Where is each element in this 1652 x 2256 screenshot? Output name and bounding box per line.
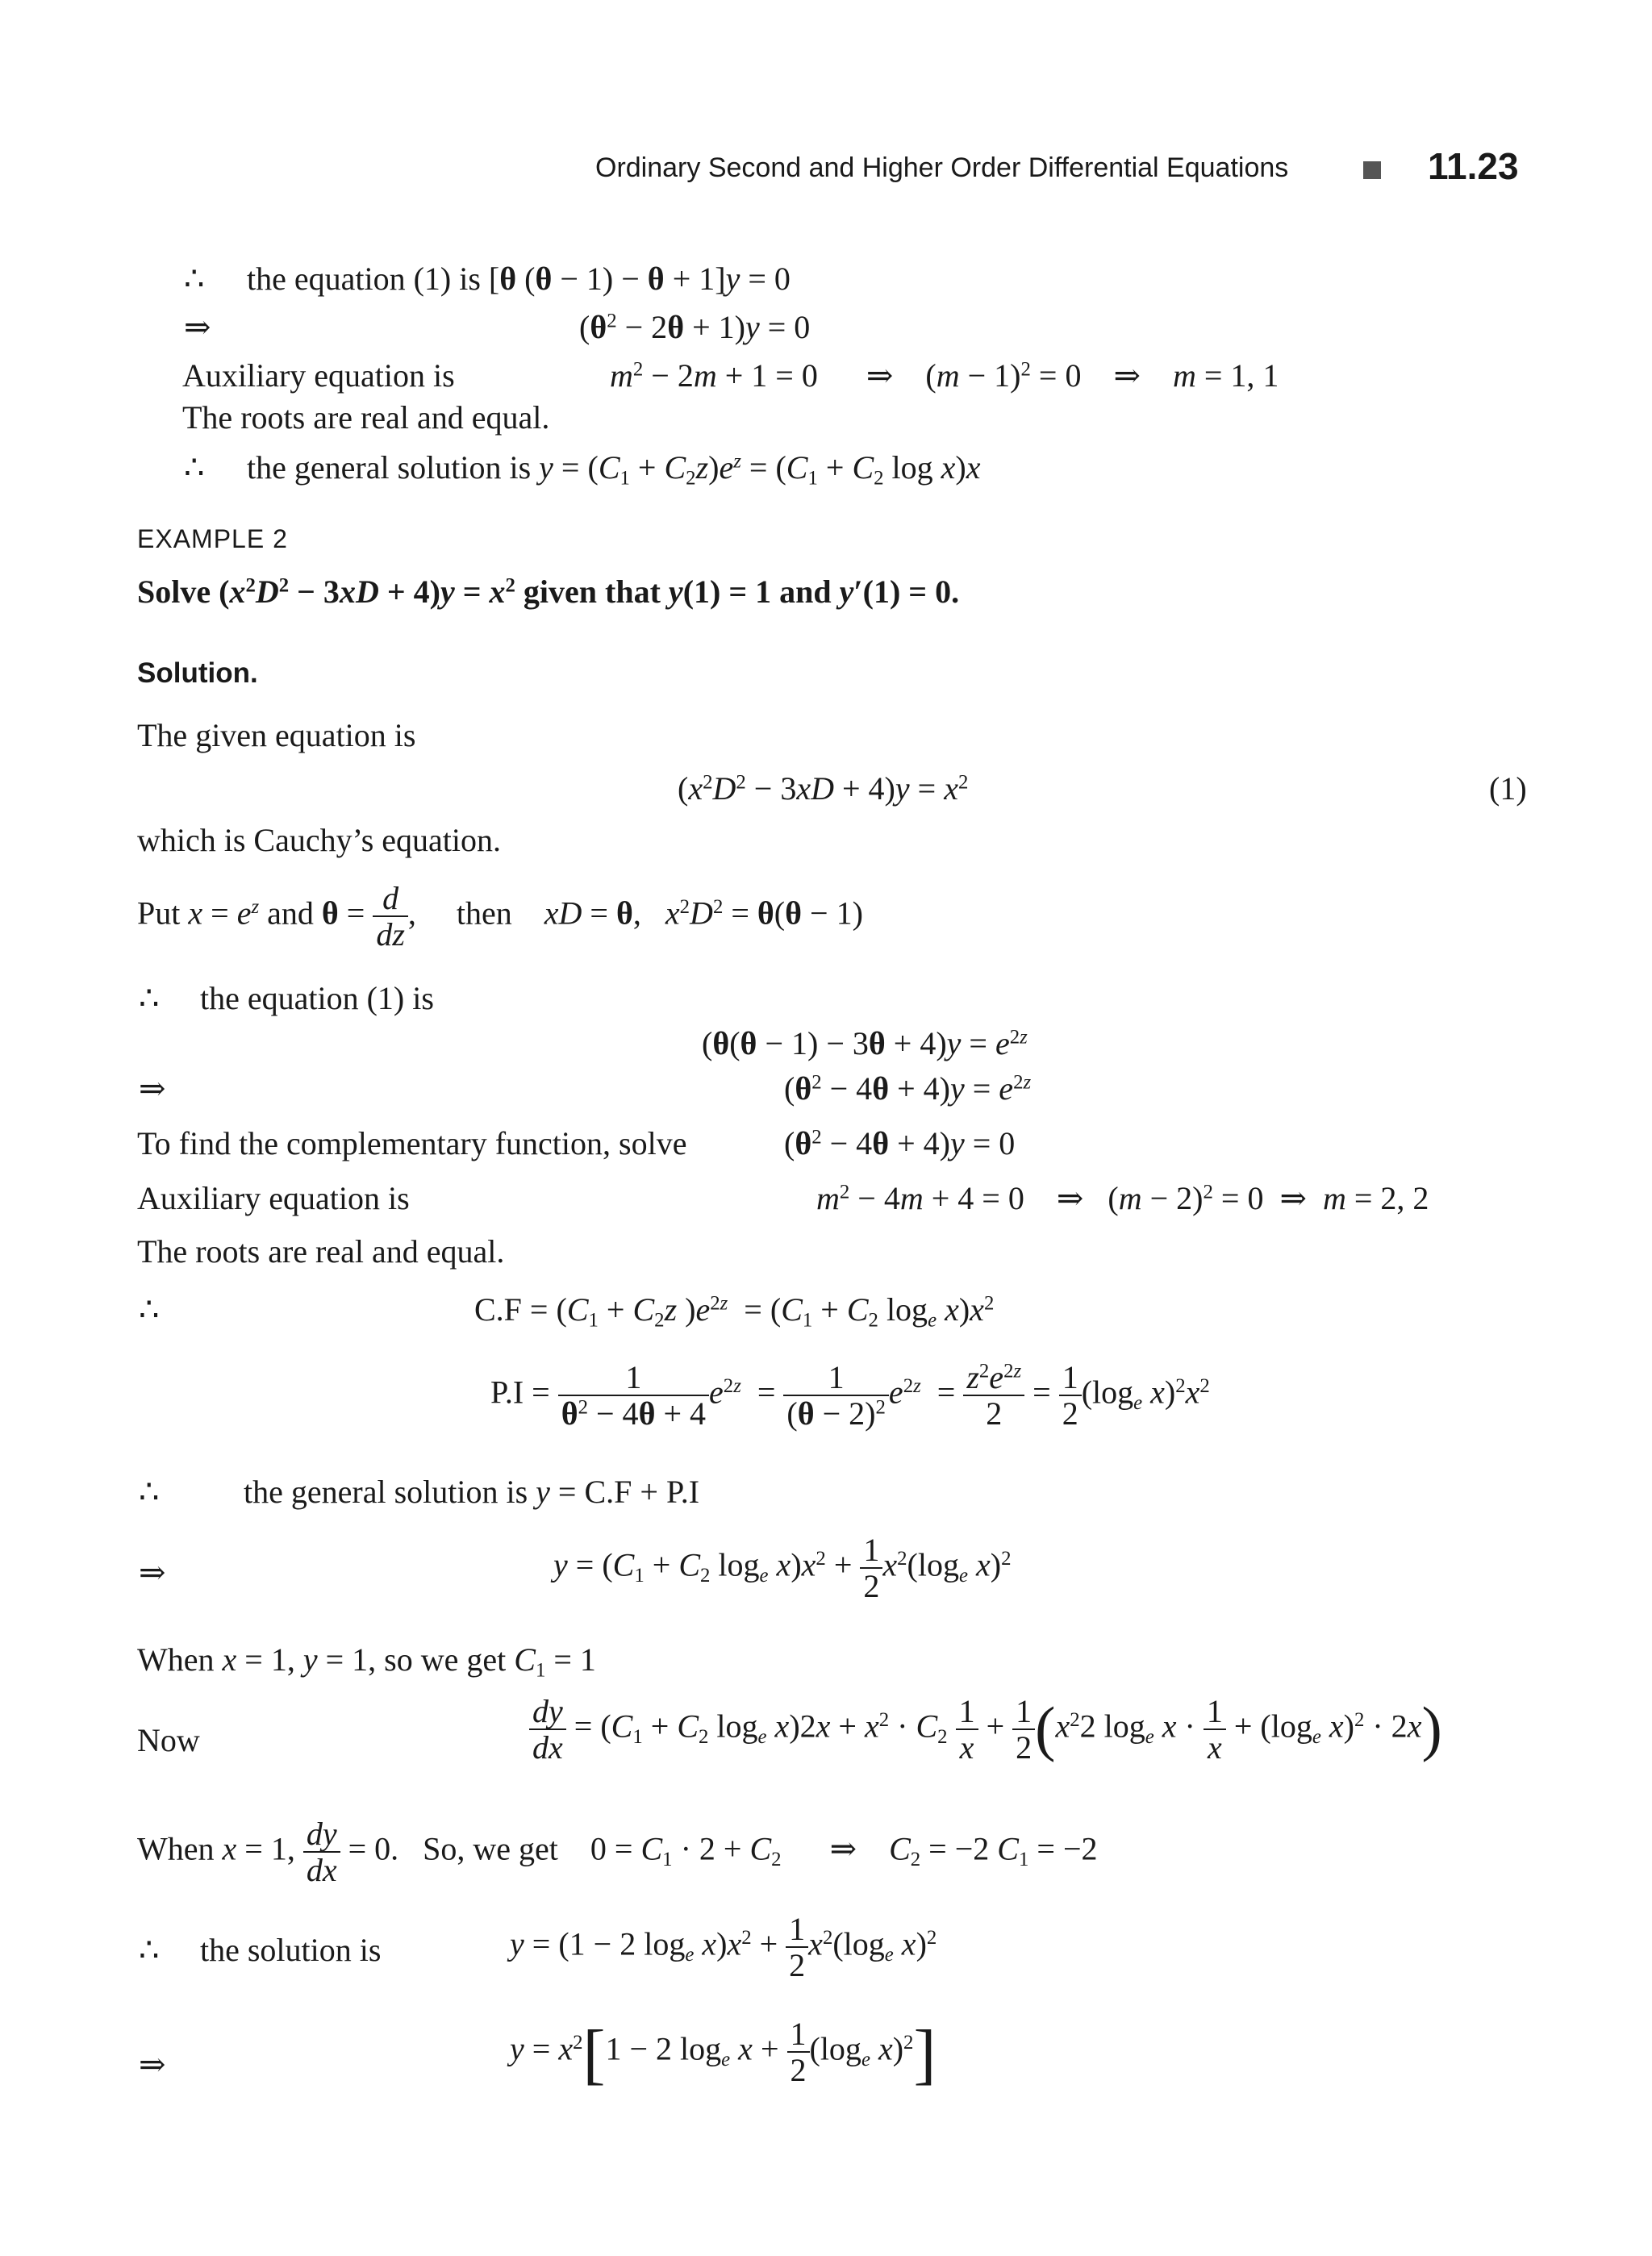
running-title: Ordinary Second and Higher Order Differential Equations — [595, 152, 1289, 183]
general-solution-line: the general solution is $y = (C_1 + C_2z)e^z = (C_1 + C_2$ log x)x — [247, 449, 981, 490]
equation-line: $(\theta(\theta - 1) - 3\theta + 4)y = e^{2z}$ — [702, 1025, 1028, 1061]
therefore-symbol: ∴ — [139, 1474, 160, 1510]
therefore-symbol: ∴ — [139, 1291, 160, 1328]
roots-text: The roots are real and equal. — [137, 1233, 505, 1270]
equation-line: $m^2 - 2m + 1 = 0$ ⇒ $(m - 1)^2 = 0$ ⇒ m = 1, 1 — [610, 357, 1279, 394]
example-label: EXAMPLE 2 — [137, 524, 288, 553]
implies-symbol: ⇒ — [139, 1554, 166, 1591]
equation-line: $(\theta^2 - 4\theta + 4)y = 0$ — [784, 1125, 1016, 1161]
aux-eq-label: Auxiliary equation is — [137, 1180, 410, 1216]
condition-line: When x = 1, $\frac{dy}{dx}$ = 0. So, we get $0 = C_1 \cdot 2 + C_2$ ⇒ $C_2 = -2$ $C_1 = -2$ — [137, 1816, 1098, 1889]
condition-line: When x = 1, y = 1, so we get $C_1 = 1$ — [137, 1641, 596, 1682]
given-equation-text: The given equation is — [137, 717, 416, 753]
substitution-line: Put $x = e^z$ and θ = $\frac{d}{dz}$ , then xD = θ, $x^2D^2 = \theta(\theta - 1)$ — [137, 880, 863, 953]
problem-statement: Solve $(x^2D^2 - 3xD + 4)y = x^2$ given that y(1) = 1 and y′(1) = 0. — [137, 573, 960, 610]
roots-text: The roots are real and equal. — [182, 399, 550, 436]
implies-symbol: ⇒ — [184, 309, 211, 345]
general-solution-line: the general solution is y = C.F + P.I — [244, 1474, 700, 1510]
solution-label: Solution. — [137, 657, 258, 689]
equation-1-label: the equation (1) is — [200, 980, 434, 1016]
cf-equation: $C.F = (C_1 + C_2z$ )$e^{2z} = (C_1 + C_2$ $\log_e x)x^2$ — [474, 1291, 995, 1332]
implies-symbol: ⇒ — [139, 1070, 166, 1107]
cf-text: To find the complementary function, solve — [137, 1125, 687, 1161]
header-square-icon — [1363, 161, 1381, 179]
equation-number: (1) — [1489, 770, 1527, 807]
now-label: Now — [137, 1722, 200, 1758]
derivative-equation: $\frac{dy}{dx}$ = ($C_1 + C_2$ $\log_e x)2x + x^2 \cdot C_2$ $\frac{1}{x}$ + $\frac{1}{2}$ ($x^22$ $\log_e x$ · $\frac{1}{x}$ + ($\log_e$ x)$^2$ · 2x) — [529, 1694, 1442, 1765]
cauchy-text: which is Cauchy’s equation. — [137, 822, 502, 858]
equation-line: the equation (1) is [θ (θ − 1) − θ + 1]y = 0 — [247, 261, 791, 297]
therefore-symbol: ∴ — [139, 1932, 160, 1968]
solution-label: the solution is — [200, 1932, 382, 1968]
therefore-symbol: ∴ — [139, 980, 160, 1016]
equation-line: $(x^2D^2 - 3xD + 4)y = x^2$ — [678, 770, 969, 807]
final-solution: $y = x^2[1 - 2$ $\log_e x$ + $\frac{1}{2}$ ($\log_e$ x)$^2$] — [510, 2016, 937, 2092]
therefore-symbol: ∴ — [184, 261, 205, 297]
page-number: 11.23 — [1428, 145, 1519, 187]
equation-line: $(\theta^2 - 4\theta + 4)y = e^{2z}$ — [784, 1070, 1032, 1107]
particular-solution: y = (1 − 2 $\log_e x)x^2$ + $\frac{1}{2}$ $x^2(\log_e$ x)$^2$ — [510, 1911, 937, 1984]
aux-eq-label: Auxiliary equation is — [182, 357, 455, 394]
solution-equation: $y = (C_1 + C_2$ $\log_e x)x^2$ + $\frac{1}{2}$ $x^2(\log_e$ x)$^2$ — [553, 1532, 1012, 1605]
equation-line: $m^2 - 4m + 4 = 0$ ⇒ $(m - 2)^2 = 0$ ⇒ m = 2, 2 — [816, 1180, 1429, 1216]
implies-symbol: ⇒ — [139, 2046, 166, 2083]
equation-line: $(\theta^2 - 2\theta + 1)y = 0$ — [579, 309, 811, 345]
therefore-symbol: ∴ — [184, 449, 205, 486]
pi-equation: P.I = $\frac{1}{\theta^2 - 4\theta + 4}$ $e^{2z}$ = $\frac{1}{(\theta - 2)^2}$ $e^{2z}$ = $\frac{z^2e^{2z}}{2}$ = $\frac{1}{2}$ ($\log_e$ $x)^2x^2$ — [490, 1359, 1210, 1432]
